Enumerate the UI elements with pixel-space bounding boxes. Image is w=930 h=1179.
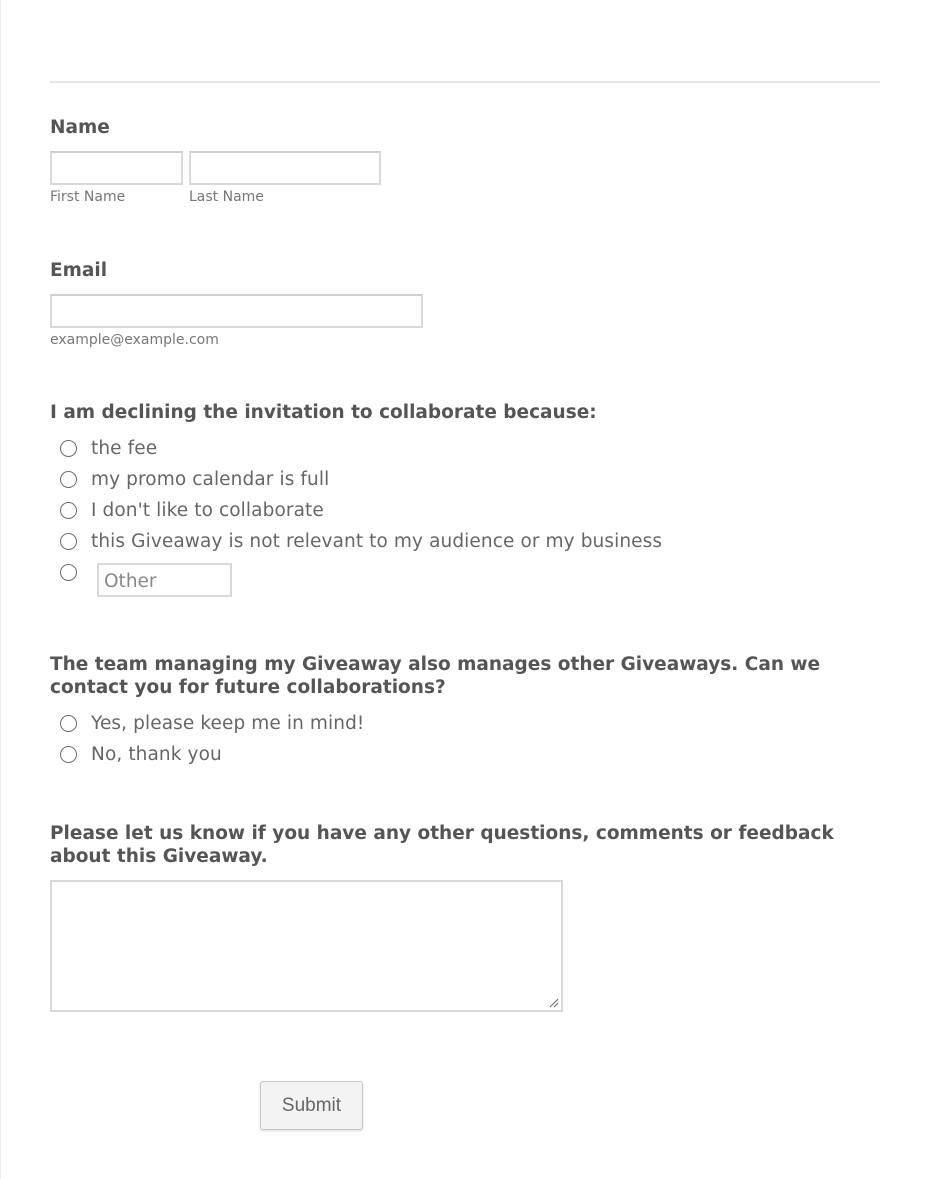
decline-reason-label: I am declining the invitation to collaborate because: — [50, 402, 597, 423]
decline-option-not-relevant[interactable] — [60, 529, 662, 553]
radio-label: this Giveaway is not relevant to my audience or my business — [91, 530, 663, 552]
first-name-sublabel: First Name — [50, 189, 126, 205]
email-label: Email — [50, 260, 108, 281]
radio-label: my promo calendar is full — [91, 468, 330, 490]
radio-button-icon[interactable] — [60, 746, 77, 763]
radio-label: Yes, please keep me in mind! — [91, 712, 365, 734]
radio-button-icon[interactable] — [60, 502, 77, 519]
radio-label: I don't like to collaborate — [91, 499, 324, 521]
future-contact-option-no[interactable] — [60, 742, 222, 766]
radio-button-icon[interactable] — [60, 471, 77, 488]
decline-option-other[interactable] — [60, 560, 91, 584]
radio-button-icon[interactable] — [60, 715, 77, 732]
future-contact-label: The team managing my Giveaway also manages other Giveaways. Can we contact you for future collaborations? — [50, 654, 821, 698]
future-contact-option-yes[interactable] — [60, 711, 364, 735]
resize-handle-icon[interactable] — [549, 998, 559, 1008]
other-reason-input[interactable]: Other — [97, 563, 232, 597]
feedback-label: Please let us know if you have any other questions, comments or feedback about this Giveaway. — [50, 823, 834, 867]
radio-label: the fee — [91, 437, 158, 459]
radio-button-icon[interactable] — [60, 440, 77, 457]
page-left-border — [0, 0, 1, 1179]
submit-button[interactable]: Submit — [260, 1081, 363, 1130]
decline-option-calendar-full[interactable] — [60, 467, 329, 491]
name-label: Name — [50, 117, 110, 138]
first-name-input[interactable] — [50, 151, 183, 185]
feedback-textarea[interactable] — [50, 880, 563, 1012]
email-sublabel: example@example.com — [50, 332, 219, 348]
last-name-sublabel: Last Name — [189, 189, 264, 205]
decline-option-dont-like-collaborate[interactable] — [60, 498, 324, 522]
decline-option-the-fee[interactable] — [60, 436, 157, 460]
radio-button-icon[interactable] — [60, 564, 77, 581]
last-name-input[interactable] — [189, 151, 381, 185]
radio-button-icon[interactable] — [60, 533, 77, 550]
email-input[interactable] — [50, 294, 423, 328]
radio-label: No, thank you — [91, 743, 222, 765]
header-divider — [50, 81, 880, 83]
